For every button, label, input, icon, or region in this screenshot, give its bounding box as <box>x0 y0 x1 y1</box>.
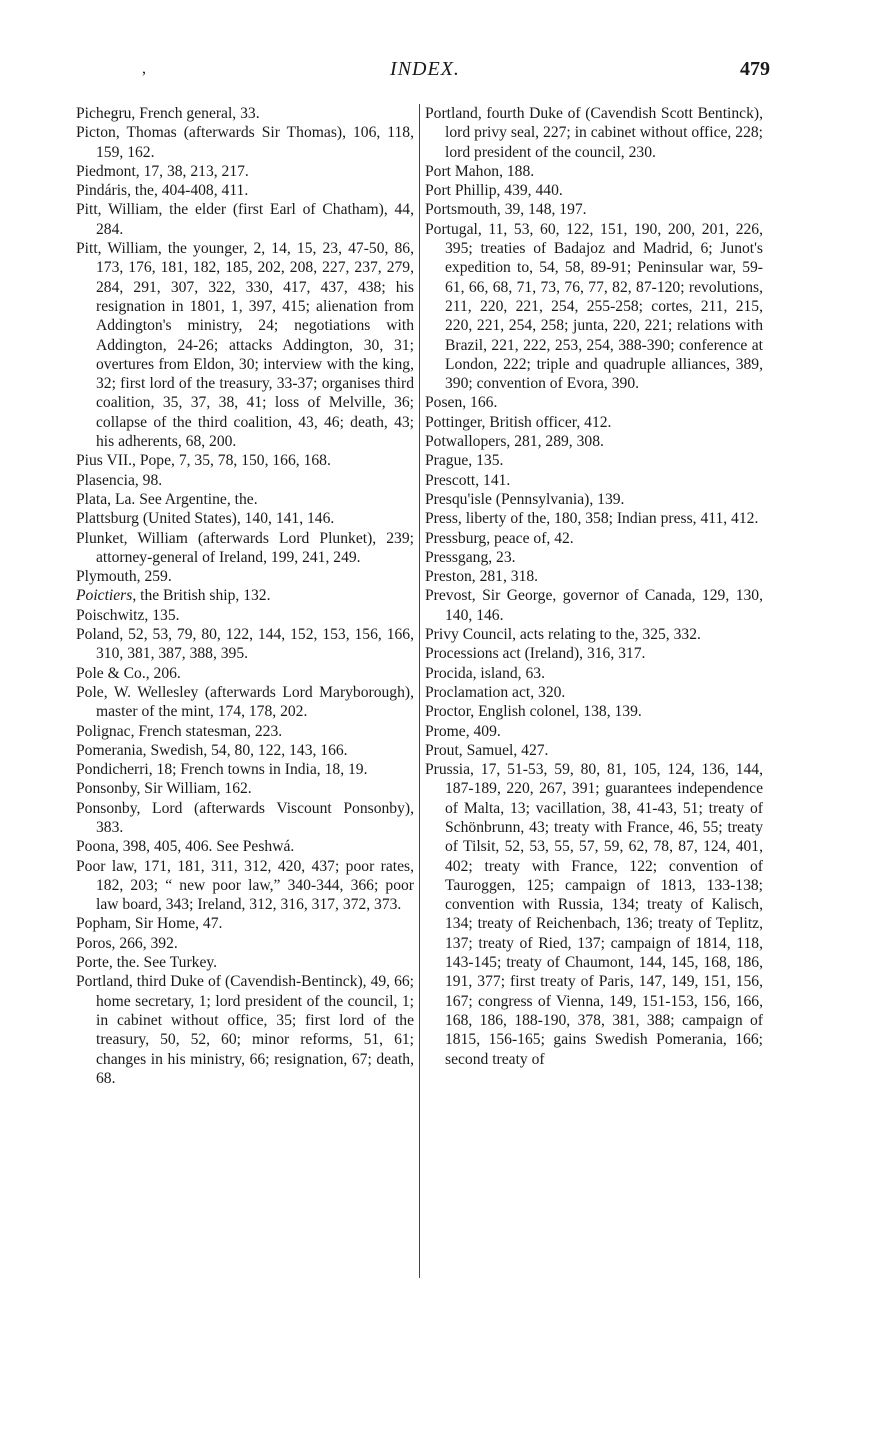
index-entry: Plunket, William (afterwards Lord Plunket), 239; attorney-general of Ireland, 199, 241, 249. <box>76 529 414 566</box>
index-entry: Prevost, Sir George, governor of Canada, 129, 130, 140, 146. <box>425 587 763 624</box>
index-entry: Prussia, 17, 51-53, 59, 80, 81, 105, 124, 136, 144, 187-189, 220, 267, 391; guarantees independence of Malta, 13; vacillation, 38, 41-43, 51; treaty of Schönbrunn, 43; treaty with France, 46, 55; treaty of Tilsit, 52, 53, 55, 57, 59, 62, 78, 87, 124, 401, 402; treaty with France, 122; convention of Tauroggen, 125; campaign of 1813, 133-138; convention with Russia, 134; treaty of Kalisch, 134; treaty of Reichenbach, 136; treaty of Teplitz, 137; treaty of Ried, 137; campaign of 1814, 118, 143-145; treaty of Chaumont, 144, 145, 168, 186, 191, 377; first treaty of Paris, 147, 149, 151, 156, 167; congress of Vienna, 149, 151-153, 156, 166, 168, 186, 188-190, 378, 381, 388; campaign of 1815, 156-165; gains Swedish Pomerania, 166; second treaty of <box>425 761 763 1068</box>
column-divider <box>419 104 420 1278</box>
index-entry: Privy Council, acts relating to the, 325, 332. <box>425 626 701 644</box>
index-entry: Pitt, William, the elder (first Earl of Chatham), 44, 284. <box>76 201 414 238</box>
index-entry: Port Mahon, 188. <box>425 162 535 180</box>
index-entry: Polignac, French statesman, 223. <box>76 722 283 740</box>
index-entry: Popham, Sir Home, 47. <box>76 915 223 933</box>
index-entry: Poor law, 171, 181, 311, 312, 420, 437; poor rates, 182, 203; “ new poor law,” 340-344, 366; poor law board, 343; Ireland, 312, 316, 317, 372, 373. <box>76 857 414 914</box>
index-entry: Porte, the. See Turkey. <box>76 954 218 972</box>
index-entry: Poland, 52, 53, 79, 80, 122, 144, 152, 153, 156, 166, 310, 381, 387, 388, 395. <box>76 626 414 663</box>
index-entry: Picton, Thomas (afterwards Sir Thomas), 106, 118, 159, 162. <box>76 124 414 161</box>
page-number: 479 <box>740 58 770 80</box>
index-entry: Portsmouth, 39, 148, 197. <box>425 201 587 219</box>
index-entry: Press, liberty of the, 180, 358; Indian press, 411, 412. <box>425 510 759 528</box>
index-entry: Ponsonby, Lord (afterwards Viscount Ponsonby), 383. <box>76 799 414 836</box>
index-entry: Poictiers, the British ship, 132. <box>76 587 271 605</box>
index-entry: Preston, 281, 318. <box>425 568 539 586</box>
index-entry: Prague, 135. <box>425 452 504 470</box>
index-entry: Potwallopers, 281, 289, 308. <box>425 433 604 451</box>
index-column-right <box>425 104 763 1069</box>
index-entry: Pindáris, the, 404-408, 411. <box>76 182 249 200</box>
index-entry: Pottinger, British officer, 412. <box>425 413 612 431</box>
index-entry: Portland, third Duke of (Cavendish-Bentinck), 49, 66; home secretary, 1; lord president of the council, 1; in cabinet without office, 35; first lord of the treasury, 50, 52, 60; minor reforms, 51, 61; changes in his ministry, 66; resignation, 67; death, 68. <box>76 973 414 1087</box>
running-title: INDEX. <box>390 58 460 80</box>
header-mark: , <box>142 60 146 77</box>
index-entry: Pressgang, 23. <box>425 548 516 566</box>
index-entry: Posen, 166. <box>425 394 498 412</box>
index-entry: Pichegru, French general, 33. <box>76 105 260 122</box>
index-entry: Plymouth, 259. <box>76 568 172 586</box>
index-entry: Pitt, William, the younger, 2, 14, 15, 23, 47-50, 86, 173, 176, 181, 182, 185, 202, 208, 227, 237, 279, 284, 291, 307, 322, 330, 417, 437, 438; his resignation in 1801, 1, 397, 415; alienation from Addington's ministry, 24; negotiations with Addington, 24-26; attacks Addington, 30, 31; overtures from Eldon, 30; interview with the king, 32; first lord of the treasury, 33-37; organises third coalition, 35, 37, 38, 41; loss of Melville, 36; collapse of the third coalition, 43, 46; death, 43; his adherents, 68, 200. <box>76 240 414 451</box>
index-entry: Pondicherri, 18; French towns in India, 18, 19. <box>76 761 368 779</box>
index-entry: Portland, fourth Duke of (Cavendish Scott Bentinck), lord privy seal, 227; in cabinet without office, 228; lord president of the council, 230. <box>425 105 763 161</box>
index-entry: Pressburg, peace of, 42. <box>425 529 574 547</box>
index-entry: Pomerania, Swedish, 54, 80, 122, 143, 166. <box>76 741 348 759</box>
index-entry: Ponsonby, Sir William, 162. <box>76 780 252 798</box>
index-entry: Prout, Samuel, 427. <box>425 741 549 759</box>
index-entry: Prome, 409. <box>425 722 501 740</box>
page-header <box>80 58 770 86</box>
index-entry: Plata, La. See Argentine, the. <box>76 490 258 508</box>
index-entry: Pius VII., Pope, 7, 35, 78, 150, 166, 168. <box>76 452 331 470</box>
index-entry: Poros, 266, 392. <box>76 934 178 952</box>
index-entry: Pole, W. Wellesley (afterwards Lord Maryborough), master of the mint, 174, 178, 202. <box>76 683 414 721</box>
index-entry: Port Phillip, 439, 440. <box>425 182 563 200</box>
index-entry: Plasencia, 98. <box>76 471 163 489</box>
index-entry: Processions act (Ireland), 316, 317. <box>425 645 646 663</box>
index-entry: Procida, island, 63. <box>425 664 545 682</box>
index-entry: Piedmont, 17, 38, 213, 217. <box>76 162 249 180</box>
index-entry: Pole & Co., 206. <box>76 664 181 682</box>
index-entry: Proctor, English colonel, 138, 139. <box>425 703 642 721</box>
index-entry: Portugal, 11, 53, 60, 122, 151, 190, 200, 201, 226, 395; treaties of Badajoz and Madrid, 6; Junot's expedition to, 54, 58, 89-91; Peninsular war, 59-61, 66, 68, 71, 73, 76, 77, 82, 87-120; revolutions, 211, 220, 221, 254, 255-258; cortes, 211, 215, 220, 221, 254, 258; junta, 220, 221; relations with Brazil, 221, 222, 253, 254, 388-390; conference at London, 222; triple and quadruple alliances, 389, 390; convention of Evora, 390. <box>425 220 763 393</box>
index-entry: Prescott, 141. <box>425 471 511 489</box>
index-entry: Proclamation act, 320. <box>425 683 566 701</box>
index-entry: Plattsburg (United States), 140, 141, 146. <box>76 510 335 528</box>
index-entry: Presqu'isle (Pennsylvania), 139. <box>425 490 625 508</box>
index-entry: Poona, 398, 405, 406. See Peshwá. <box>76 838 295 856</box>
index-entry: Poischwitz, 135. <box>76 606 180 624</box>
index-column-left <box>76 104 414 1088</box>
